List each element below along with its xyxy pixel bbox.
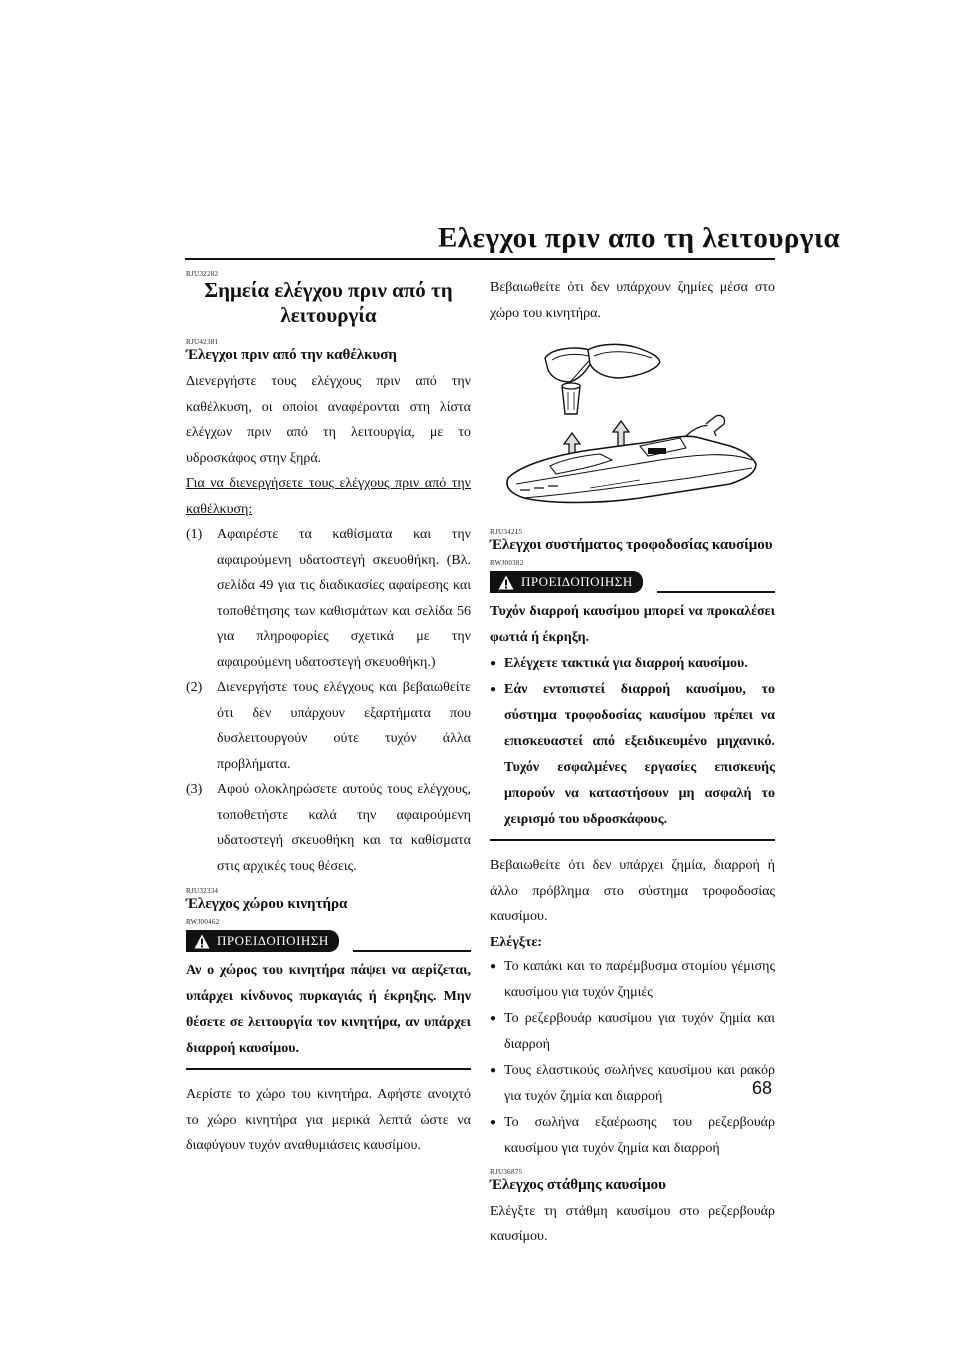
warning-triangle-icon (498, 575, 514, 590)
ref-code: RWJ00382 (490, 559, 524, 567)
header-rule (185, 258, 775, 260)
ref-code: RJU34215 (490, 528, 523, 536)
list-item: ● Το καπάκι και το παρέμβυσμα στομίου γέμισης καυσίμου για τυχόν ζημιές (490, 954, 775, 1006)
paragraph: Διενεργήστε τους ελέγχους πριν από την καθέλκυση, οι οποίοι αναφέρονται στη λίστα ελέγχων πριν από τη λειτουργία, με το υδροσκάφος στην ξηρά. (186, 374, 471, 466)
rear-seat-icon (545, 348, 594, 382)
warning-rule (353, 950, 471, 952)
step-number: (3) (186, 782, 203, 797)
list-item: ● Εάν εντοπιστεί διαρροή καυσίμου, το σύστημα τροφοδοσίας καυσίμου πρέπει να επισκευαστεί από εξειδικευμένο μηχανικό. Τυχόν εσφαλμένες εργασίες επισκευής μπορούν να καταστήσουν μη ασφαλή το χειρισμό του υδροσκάφους. (490, 677, 775, 833)
list-item: ● Τους ελαστικούς σωλήνες καυσίμου και ρακόρ για τυχόν ζημία και διαρροή (490, 1058, 775, 1110)
check-bullet-list (490, 954, 775, 1162)
watercraft-illustration (490, 338, 775, 513)
paragraph-underlined: Για να διενεργήσετε τους ελέγχους πριν από την καθέλκυση: (186, 476, 471, 517)
section-title-line1: Σημεία ελέγχου πριν από τη (204, 278, 453, 302)
right-column (490, 275, 775, 1250)
arrow-up-icon (613, 421, 629, 448)
paragraph: Βεβαιωθείτε ότι δεν υπάρχουν ζημίες μέσα στο χώρο του κινητήρα. (490, 280, 775, 321)
warning-text: Αν ο χώρος του κινητήρα πάψει να αερίζεται, υπάρχει κίνδυνος πυρκαγιάς ή έκρηξης. Μην θέσετε σε λειτουργία τον κινητήρα, αν υπάρχει διαρροή καυσίμου. (186, 958, 471, 1070)
warning-intro: Τυχόν διαρροή καυσίμου μπορεί να προκαλέσει φωτιά ή έκρηξη. (490, 604, 775, 645)
warning-badge (186, 930, 339, 952)
step-text: Αφού ολοκληρώσετε αυτούς τους ελέγχους, τοποθετήστε καλά την αφαιρούμενη υδατοστεγή σκευοθήκη και τα καθίσματα στις αρχικές τους θέσεις. (217, 782, 471, 874)
list-item: ● Το ρεζερβουάρ καυσίμου για τυχόν ζημία και διαρροή (490, 1006, 775, 1058)
subheading-prelaunch-checks: Έλεγχοι πριν από την καθέλκυση (186, 347, 397, 363)
left-column (186, 270, 471, 1159)
check-label: Ελέγξτε: (490, 934, 543, 950)
list-item: ● Ελέγχετε τακτικά για διαρροή καυσίμου. (490, 651, 775, 677)
paragraph: Αερίστε το χώρο του κινητήρα. Αφήστε ανοιχτό το χώρο κινητήρα για μερικά λεπτά ώστε να διαφύγουν τυχόν αναθυμιάσεις καυσίμου. (186, 1087, 471, 1153)
storage-bin-icon (562, 383, 580, 414)
warning-header (490, 569, 775, 593)
subheading-fuel-level: Έλεγχος στάθμης καυσίμου (490, 1176, 666, 1193)
section-title-line2: λειτουργία (280, 303, 377, 327)
ref-code: RWJ00462 (186, 918, 220, 926)
step-text: Αφαιρέστε τα καθίσματα και την αφαιρούμενη υδατοστεγή σκευοθήκη. (Βλ. σελίδα 49 για τις διαδικασίες αφαίρεσης και τοποθέτησης των καθισμάτων και σελίδα 56 για πληροφορίες σχετικά με την αφαιρούμενη υδατοστεγή σκευοθήκη.) (217, 527, 471, 670)
list-item: ● Το σωλήνα εξαέρωσης του ρεζερβουάρ καυσίμου για τυχόν ζημία και διαρροή (490, 1110, 775, 1162)
watercraft-hull-icon (507, 415, 756, 502)
warning-block (490, 599, 775, 841)
ref-code: RJU42381 (186, 338, 219, 346)
front-seat-icon (588, 344, 660, 378)
warning-label: ΠΡΟΕΙΔΟΠΟΙΗΣΗ (521, 574, 633, 589)
page-number: 68 (752, 1078, 773, 1098)
list-item (186, 522, 471, 675)
section-title (186, 278, 471, 328)
list-item (186, 675, 471, 777)
paragraph: Ελέγξτε τη στάθμη καυσίμου στο ρεζερβουάρ καυσίμου. (490, 1203, 775, 1244)
warning-header (186, 928, 471, 952)
ref-code: RJU32334 (186, 887, 219, 895)
step-number: (2) (186, 680, 203, 695)
running-header-title: Ελεγχοι πριν απο τη λειτουργια (438, 222, 841, 254)
warning-rule (657, 591, 775, 593)
steps-list (186, 522, 471, 879)
warning-badge (490, 571, 643, 593)
subheading-engine-compartment: Έλεγχος χώρου κινητήρα (186, 896, 348, 912)
warning-triangle-icon (194, 934, 210, 949)
list-item (186, 777, 471, 879)
warning-bullet-list (490, 651, 775, 833)
warning-label: ΠΡΟΕΙΔΟΠΟΙΗΣΗ (217, 933, 329, 948)
paragraph: Βεβαιωθείτε ότι δεν υπάρχει ζημία, διαρροή ή άλλο πρόβλημα στο σύστημα τροφοδοσίας καυσίμου. (490, 858, 775, 924)
step-text: Διενεργήστε τους ελέγχους και βεβαιωθείτε ότι δεν υπάρχουν εξαρτήματα που δυσλειτουργούν ούτε τυχόν άλλα προβλήματα. (217, 680, 471, 772)
subheading-fuel-system-checks: Έλεγχοι συστήματος τροφοδοσίας καυσίμου (490, 537, 773, 553)
ref-code: RJU36875 (490, 1167, 523, 1176)
ref-code: RJU32282 (186, 270, 219, 278)
step-number: (1) (186, 527, 203, 542)
